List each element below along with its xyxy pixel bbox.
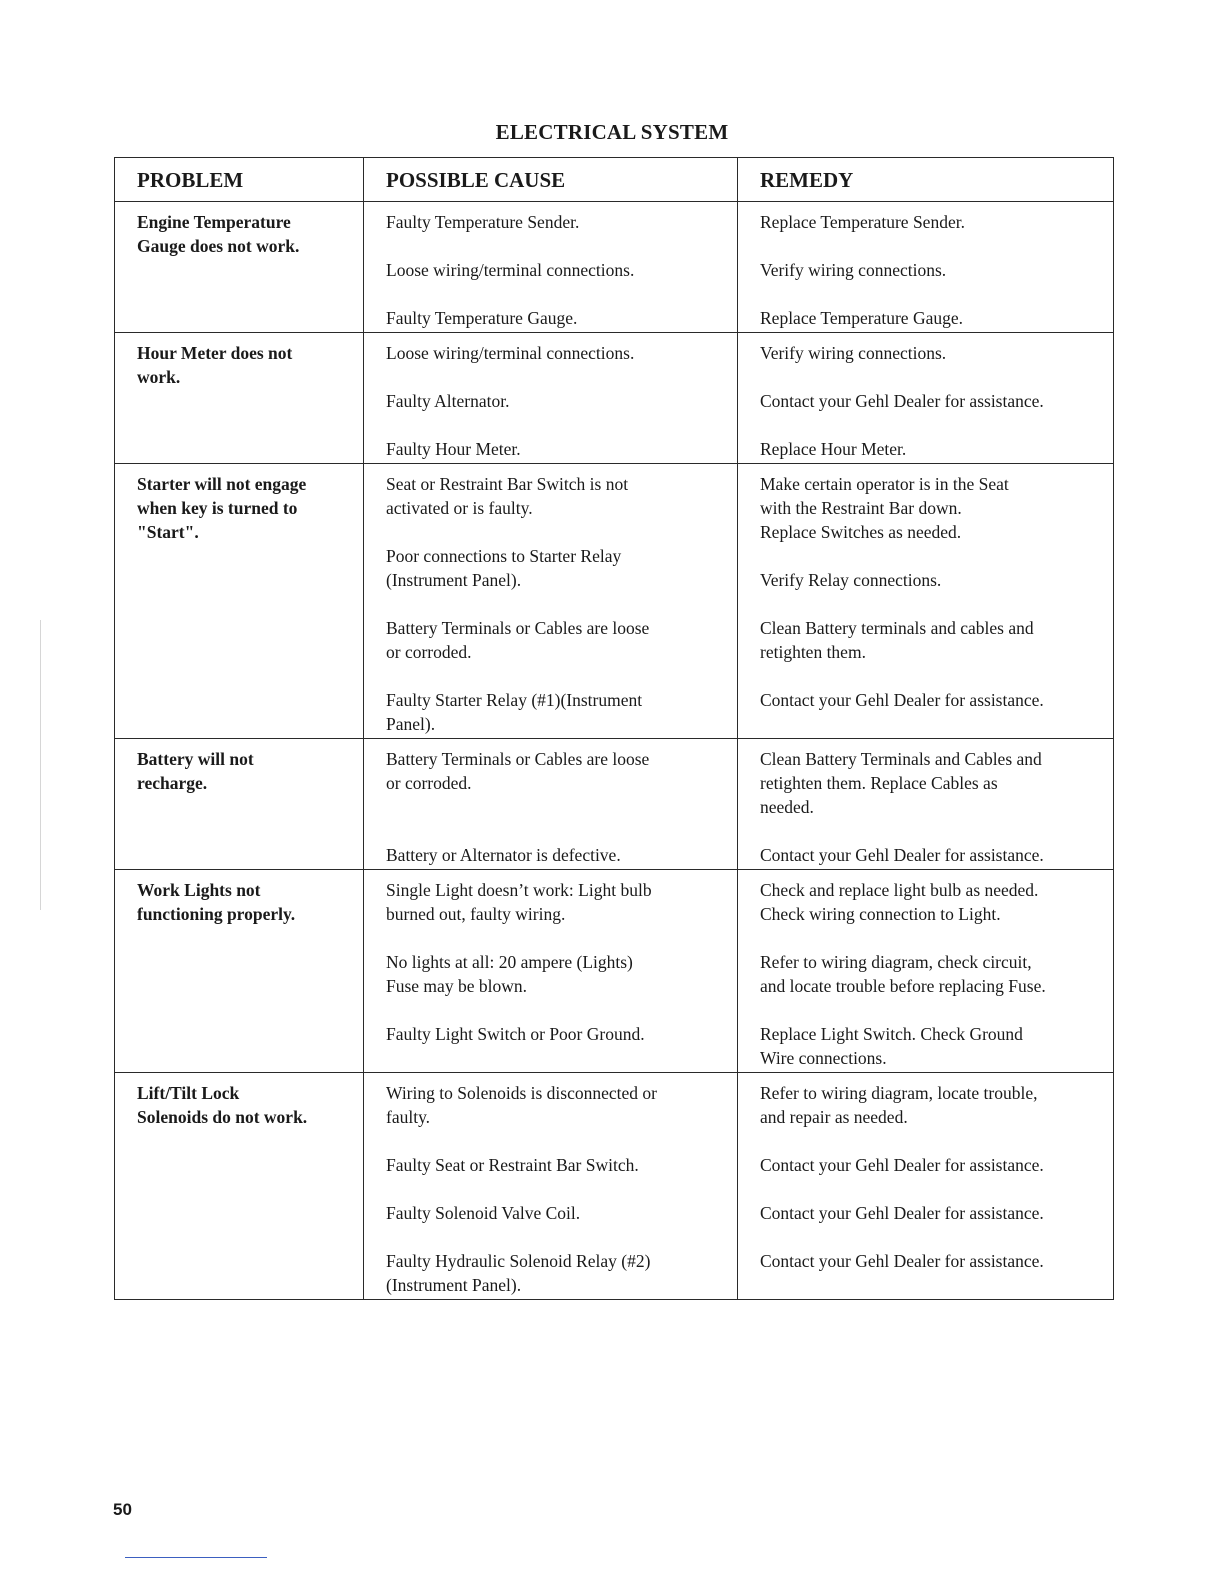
cause-item: Wiring to Solenoids is disconnected or faulty. <box>386 1083 657 1127</box>
problem-cell <box>115 1073 364 1300</box>
spacer <box>760 592 1101 616</box>
table-row <box>115 870 1114 1073</box>
remedy-cell <box>738 333 1114 464</box>
cause-item: Faulty Light Switch or Poor Ground. <box>386 1024 645 1044</box>
footer-rule <box>125 1557 267 1558</box>
table-row <box>115 1073 1114 1300</box>
problem-text: Battery will not recharge. <box>137 749 254 793</box>
cause-item: Faulty Seat or Restraint Bar Switch. <box>386 1155 639 1175</box>
header-possible-cause: POSSIBLE CAUSE <box>364 158 738 202</box>
problem-cell <box>115 202 364 333</box>
remedy-item: Replace Temperature Gauge. <box>760 308 964 328</box>
cause-item: Faulty Hour Meter. <box>386 439 521 459</box>
remedy-item: Refer to wiring diagram, locate trouble, and repair as needed. <box>760 1083 1038 1127</box>
cause-cell <box>364 739 738 870</box>
problem-cell <box>115 464 364 739</box>
remedy-item: Clean Battery Terminals and Cables and retighten them. Replace Cables as needed. <box>760 749 1042 817</box>
remedy-item: Verify Relay connections. <box>760 570 942 590</box>
remedy-item: Contact your Gehl Dealer for assistance. <box>760 1251 1044 1271</box>
remedy-cell <box>738 202 1114 333</box>
remedy-item: Replace Hour Meter. <box>760 439 907 459</box>
cause-item: Poor connections to Starter Relay (Instrument Panel). <box>386 546 622 590</box>
remedy-item: Contact your Gehl Dealer for assistance. <box>760 1155 1044 1175</box>
cause-cell <box>364 870 738 1073</box>
remedy-cell <box>738 464 1114 739</box>
cause-item: Single Light doesn’t work: Light bulb burned out, faulty wiring. <box>386 880 652 924</box>
remedy-item: Verify wiring connections. <box>760 343 947 363</box>
problem-cell <box>115 739 364 870</box>
table-row <box>115 333 1114 464</box>
page-number: 50 <box>113 1500 132 1519</box>
problem-text: Engine Temperature Gauge does not work. <box>137 212 300 256</box>
cause-item: Faulty Solenoid Valve Coil. <box>386 1203 581 1223</box>
remedy-item: Contact your Gehl Dealer for assistance. <box>760 1203 1044 1223</box>
remedy-item: Make certain operator is in the Seat with the Restraint Bar down. Replace Switches as needed. <box>760 474 1009 542</box>
cause-cell <box>364 1073 738 1300</box>
cause-item: Faulty Temperature Gauge. <box>386 308 578 328</box>
remedy-cell <box>738 1073 1114 1300</box>
cause-item: Battery or Alternator is defective. <box>386 845 621 865</box>
problem-text: Hour Meter does not work. <box>137 343 293 387</box>
remedy-item: Contact your Gehl Dealer for assistance. <box>760 845 1044 865</box>
remedy-item: Replace Temperature Sender. <box>760 212 965 232</box>
table-row <box>115 464 1114 739</box>
remedy-item: Contact your Gehl Dealer for assistance. <box>760 391 1044 411</box>
table-row <box>115 202 1114 333</box>
remedy-item: Verify wiring connections. <box>760 260 947 280</box>
cause-item: Faulty Alternator. <box>386 391 510 411</box>
cause-item: Faulty Temperature Sender. <box>386 212 580 232</box>
spacer <box>386 795 725 819</box>
page-title: ELECTRICAL SYSTEM <box>495 120 729 144</box>
remedy-item: Check and replace light bulb as needed. Check wiring connection to Light. <box>760 880 1039 924</box>
cause-cell <box>364 464 738 739</box>
header-problem: PROBLEM <box>115 158 364 202</box>
header-remedy: REMEDY <box>738 158 1114 202</box>
troubleshooting-table <box>114 157 1114 1300</box>
problem-text: Work Lights not functioning properly. <box>137 880 296 924</box>
cause-cell <box>364 333 738 464</box>
cause-cell <box>364 202 738 333</box>
cause-item: Battery Terminals or Cables are loose or corroded. <box>386 749 650 793</box>
problem-cell <box>115 870 364 1073</box>
problem-text: Starter will not engage when key is turned to "Start". <box>137 474 307 542</box>
cause-item: Loose wiring/terminal connections. <box>386 260 635 280</box>
cause-item: No lights at all: 20 ampere (Lights) Fuse may be blown. <box>386 952 633 996</box>
remedy-cell <box>738 739 1114 870</box>
cause-item: Battery Terminals or Cables are loose or corroded. <box>386 618 650 662</box>
cause-item: Faulty Starter Relay (#1)(Instrument Panel). <box>386 690 643 734</box>
cause-item: Loose wiring/terminal connections. <box>386 343 635 363</box>
remedy-cell <box>738 870 1114 1073</box>
scan-gutter-line <box>40 620 41 910</box>
problem-text: Lift/Tilt Lock Solenoids do not work. <box>137 1083 308 1127</box>
table-header-row <box>115 158 1114 202</box>
remedy-item: Replace Light Switch. Check Ground Wire connections. <box>760 1024 1023 1068</box>
remedy-item: Refer to wiring diagram, check circuit, and locate trouble before replacing Fuse. <box>760 952 1046 996</box>
cause-item: Faulty Hydraulic Solenoid Relay (#2) (Instrument Panel). <box>386 1251 651 1295</box>
problem-cell <box>115 333 364 464</box>
remedy-item: Clean Battery terminals and cables and retighten them. <box>760 618 1034 662</box>
spacer <box>386 520 725 544</box>
remedy-item: Contact your Gehl Dealer for assistance. <box>760 690 1044 710</box>
table-row <box>115 739 1114 870</box>
cause-item: Seat or Restraint Bar Switch is not activated or is faulty. <box>386 474 629 518</box>
